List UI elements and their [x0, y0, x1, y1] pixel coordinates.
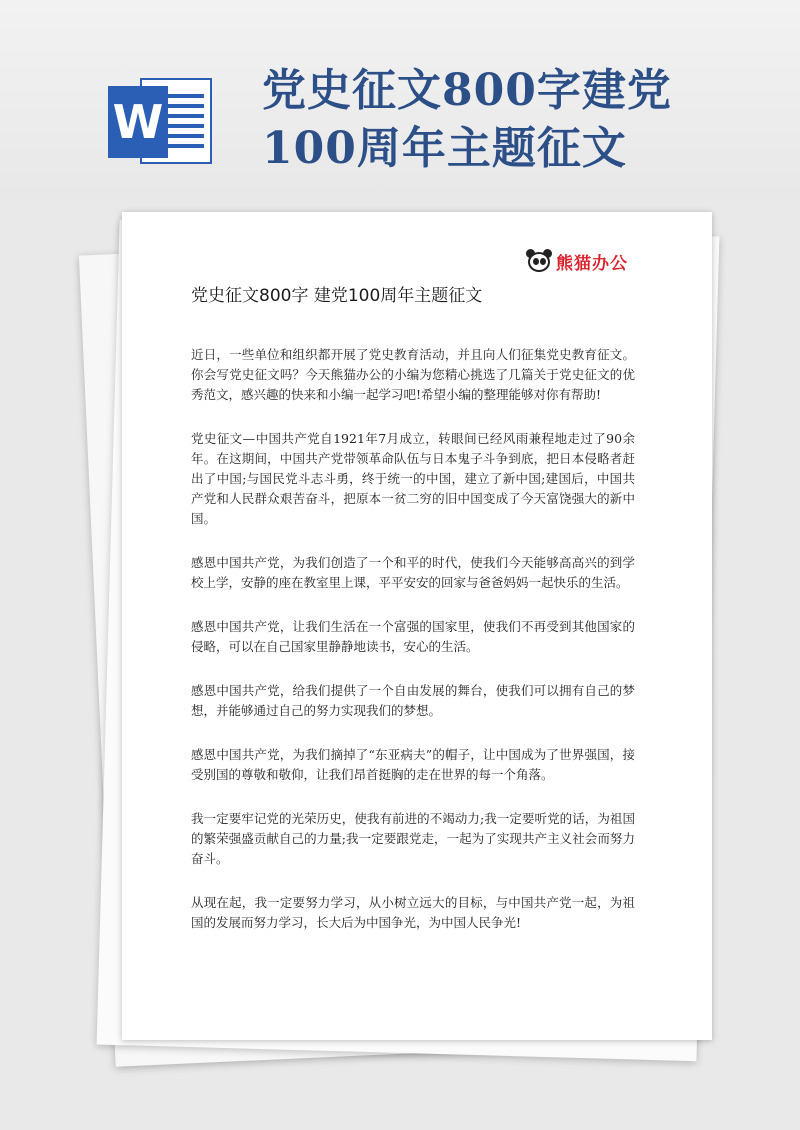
headline-line-2: 100周年主题征文 [262, 123, 627, 174]
word-document-icon [108, 72, 218, 170]
document-body [191, 345, 635, 957]
document-title: 党史征文800字 建党100周年主题征文 [191, 286, 483, 306]
paragraph: 从现在起，我一定要努力学习，从小树立远大的目标，与中国共产党一起，为祖国的发展而努力学习，长大后为中国争光，为中国人民争光! [191, 895, 635, 930]
paragraph: 感恩中国共产党，给我们提供了一个自由发展的舞台，使我们可以拥有自己的梦想，并能够通过自己的努力实现我们的梦想。 [191, 683, 635, 718]
panda-icon [526, 248, 552, 274]
paragraph: 党史征文—中国共产党自1921年7月成立，转眼间已经风雨兼程地走过了90余年。在这期间，中国共产党带领革命队伍与日本鬼子斗争到底，把日本侵略者赶出了中国;与国民党斗志斗勇，终于统一的中国，建立了新中国;建国后，中国共产党和人民群众艰苦奋斗，把原本一贫二穷的旧中国变成了今天富饶强大的新中国。 [191, 431, 635, 526]
paragraph: 感恩中国共产党，为我们摘掉了“东亚病夫”的帽子，让中国成为了世界强国，接受别国的尊敬和敬仰，让我们昂首挺胸的走在世界的每一个角落。 [191, 747, 635, 782]
paragraph: 感恩中国共产党，为我们创造了一个和平的时代，使我们今天能够高高兴的到学校上学，安静的座在教室里上课，平平安安的回家与爸爸妈妈一起快乐的生活。 [191, 555, 635, 590]
document-page [122, 212, 712, 1040]
paragraph: 感恩中国共产党，让我们生活在一个富强的国家里，使我们不再受到其他国家的侵略，可以在自己国家里静静地读书，安心的生活。 [191, 619, 635, 654]
header-banner [0, 0, 800, 200]
brand-logo [526, 246, 628, 276]
paragraph: 近日，一些单位和组织都开展了党史教育活动，并且向人们征集党史教育征文。你会写党史征文吗？今天熊猫办公的小编为您精心挑选了几篇关于党史征文的优秀范文，感兴趣的快来和小编一起学习吧!希望小编的整理能够对你有帮助! [191, 347, 635, 402]
headline-line-1: 党史征文800字建党 [262, 65, 672, 116]
word-letter: W [108, 86, 168, 158]
page-headline [262, 62, 782, 178]
brand-logo-text: 熊猫办公 [556, 253, 628, 274]
paragraph: 我一定要牢记党的光荣历史，使我有前进的不竭动力;我一定要听党的话，为祖国的繁荣强盛贡献自己的力量;我一定要跟党走，一起为了实现共产主义社会而努力奋斗。 [191, 811, 635, 866]
